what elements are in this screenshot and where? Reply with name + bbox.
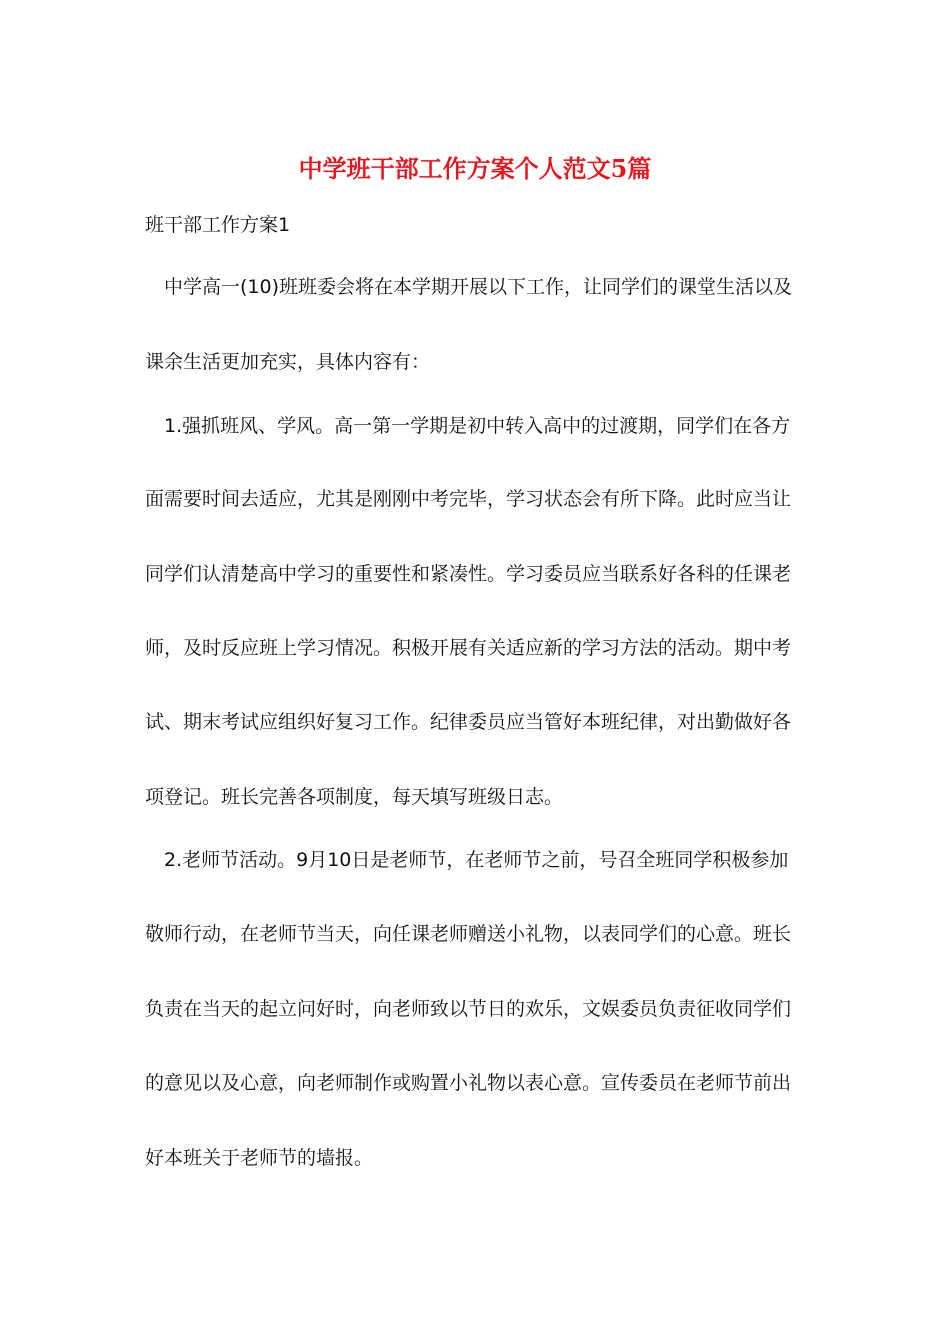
paragraph-line: 2.老师节活动。9月10日是老师节，在老师节之前，号召全班同学积极参加 xyxy=(164,849,789,871)
paragraph-line: 同学们认清楚高中学习的重要性和紧凑性。学习委员应当联系好各科的任课老 xyxy=(145,563,792,585)
paragraph-line: 好本班关于老师节的墙报。 xyxy=(145,1147,374,1169)
paragraph-line: 面需要时间去适应，尤其是刚刚中考完毕，学习状态会有所下降。此时应当让 xyxy=(145,488,792,510)
document-title: 中学班干部工作方案个人范文5篇 xyxy=(298,154,652,183)
paragraph-line: 中学高一(10)班班委会将在本学期开展以下工作，让同学们的课堂生活以及 xyxy=(164,276,793,298)
paragraph-line: 师，及时反应班上学习情况。积极开展有关适应新的学习方法的活动。期中考 xyxy=(145,637,792,659)
paragraph-line: 敬师行动，在老师节当天，向任课老师赠送小礼物，以表同学们的心意。班长 xyxy=(145,923,792,945)
paragraph-line: 项登记。班长完善各项制度，每天填写班级日志。 xyxy=(145,786,564,808)
paragraph-line: 试、期末考试应组织好复习工作。纪律委员应当管好本班纪律，对出勤做好各 xyxy=(145,711,792,733)
section-heading: 班干部工作方案1 xyxy=(145,214,291,236)
paragraph-line: 课余生活更加充实，具体内容有： xyxy=(145,351,431,373)
paragraph-line: 1.强抓班风、学风。高一第一学期是初中转入高中的过渡期，同学们在各方 xyxy=(164,415,791,437)
paragraph-line: 负责在当天的起立问好时，向老师致以节日的欢乐，文娱委员负责征收同学们 xyxy=(145,998,792,1020)
paragraph-line: 的意见以及心意，向老师制作或购置小礼物以表心意。宣传委员在老师节前出 xyxy=(145,1072,792,1094)
